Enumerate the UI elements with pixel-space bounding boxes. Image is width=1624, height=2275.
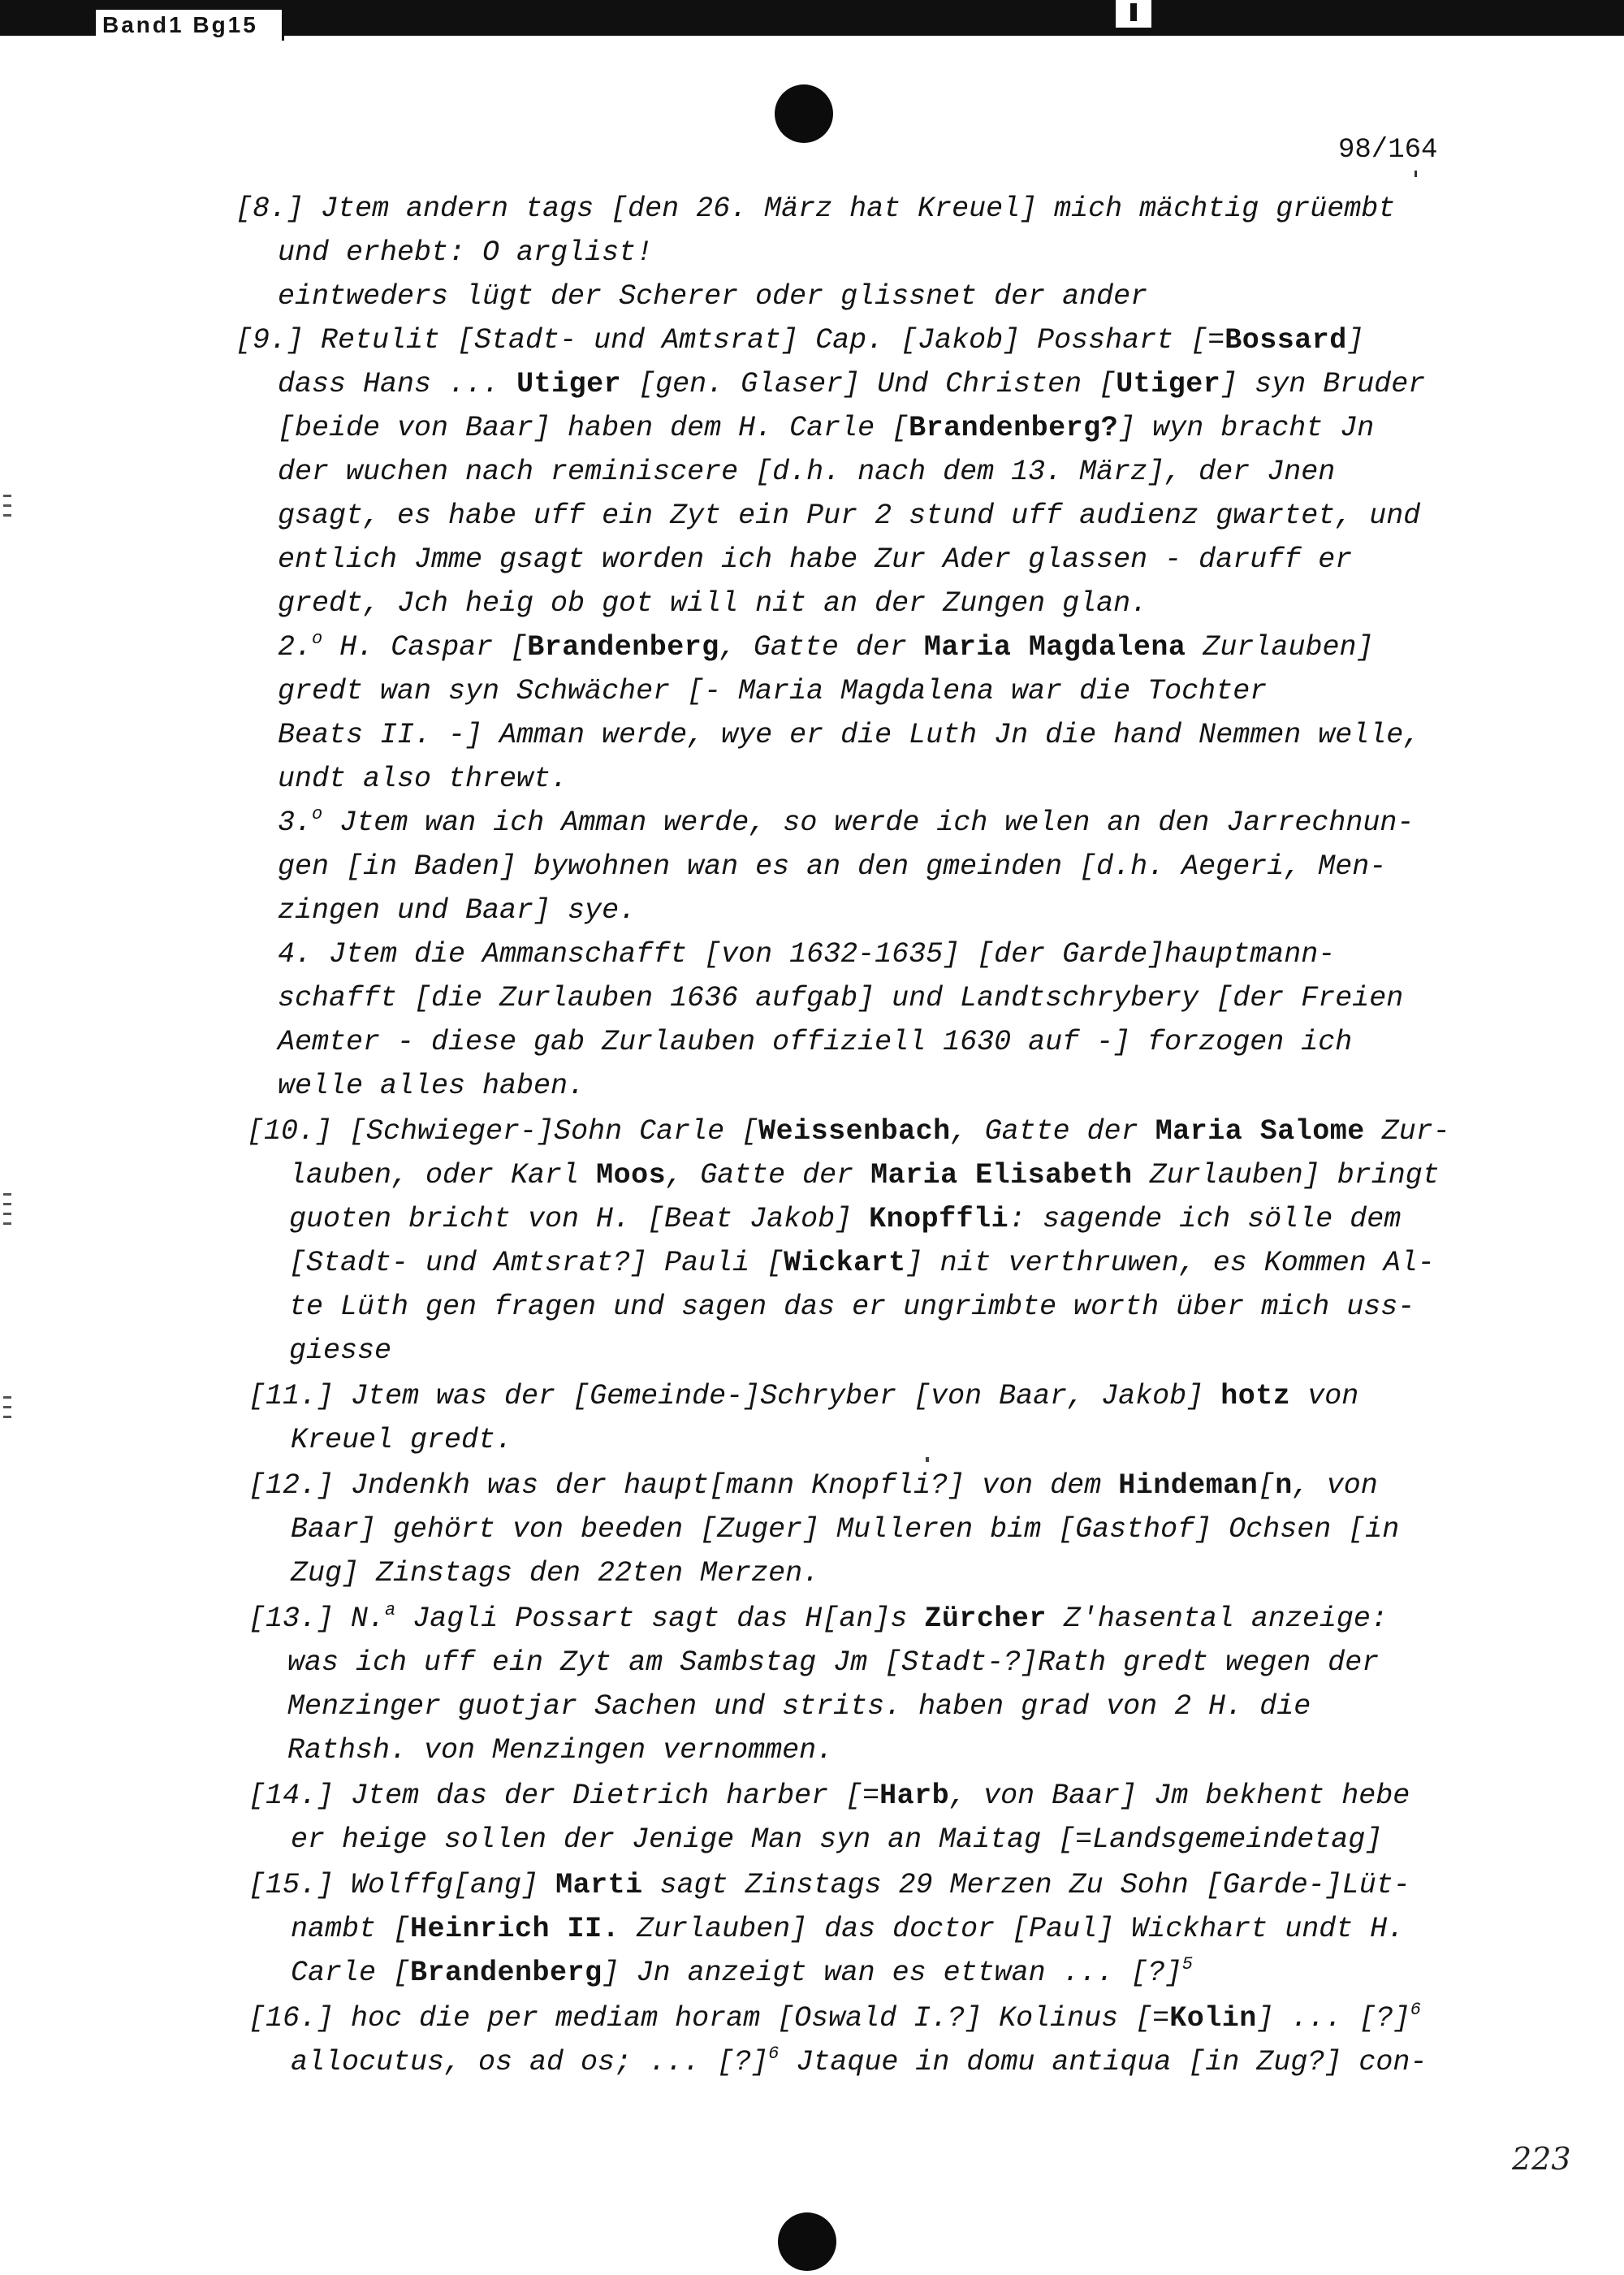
text-line: Kreuel gredt. xyxy=(291,1424,513,1456)
text-line: was ich uff ein Zyt am Sambstag Jm [Stadt-?]Rath gredt wegen der xyxy=(287,1646,1380,1679)
tab-label-text: Band1 Bg15 xyxy=(102,12,258,37)
text-line: zingen und Baar] sye. xyxy=(278,894,637,927)
scan-edge-marks xyxy=(0,487,15,524)
text-line: er heige sollen der Jenige Man syn an Maitag [=Landsgemeindetag] xyxy=(291,1823,1383,1856)
punch-hole-top xyxy=(775,84,833,143)
handwritten-number: 223 xyxy=(1512,2141,1571,2177)
text-line: Carle [Brandenberg] Jn anzeigt wan es ettwan ... [?]$^5$ xyxy=(291,1954,1193,1989)
text-line: lauben, oder Karl Moos, Gatte der Maria Elisabeth Zurlauben] bringt xyxy=(289,1159,1440,1192)
text-line: undt also threwt. xyxy=(278,763,568,795)
text-line: [14.] Jtem das der Dietrich harber [=Harb, von Baar] Jm bekhent hebe xyxy=(248,1780,1410,1812)
text-line: [8.] Jtem andern tags [den 26. März hat Kreuel] mich mächtig grüembt xyxy=(235,192,1396,225)
punch-hole-bottom xyxy=(778,2212,836,2271)
text-line: welle alles haben. xyxy=(278,1070,585,1102)
text-line: [9.] Retulit [Stadt- und Amtsrat] Cap. [Jakob] Posshart [=Bossard] xyxy=(235,324,1364,357)
text-line: eintweders lügt der Scherer oder glissnet der ander xyxy=(278,280,1148,313)
text-line: 4. Jtem die Ammanschafft [von 1632-1635] [der Garde]hauptmann- xyxy=(278,938,1336,971)
text-line: te Lüth gen fragen und sagen das er ungrimbte worth über mich uss- xyxy=(289,1291,1415,1323)
text-line: [Stadt- und Amtsrat?] Pauli [Wickart] nit verthruwen, es Kommen Al- xyxy=(289,1247,1435,1279)
text-line: [12.] Jndenkh was der haupt[mann Knopfli?] von dem Hindeman[n, von xyxy=(248,1469,1378,1502)
text-line: Beats II. -] Amman werde, wye er die Luth Jn die hand Nemmen welle, xyxy=(278,719,1421,751)
text-line: entlich Jmme gsagt worden ich habe Zur Ader glassen - daruff er xyxy=(278,543,1353,576)
text-line: [10.] [Schwieger-]Sohn Carle [Weissenbach, Gatte der Maria Salome Zur- xyxy=(247,1115,1450,1148)
text-line: und erhebt: O arglist! xyxy=(278,236,654,269)
text-line: gredt, Jch heig ob got will nit an der Zungen glan. xyxy=(278,587,1148,620)
text-line: [13.] N.$^a$ Jagli Possart sagt das H[an]s Zürcher Z'hasental anzeige: xyxy=(248,1600,1388,1635)
document-body xyxy=(235,187,1453,2084)
folder-tab-label xyxy=(96,10,284,41)
scan-edge-marks xyxy=(0,1186,15,1232)
text-line: dass Hans ... Utiger [gen. Glaser] Und Christen [Utiger] syn Bruder xyxy=(278,368,1426,400)
text-line: Menzinger guotjar Sachen und strits. haben grad von 2 H. die xyxy=(287,1690,1311,1723)
text-line: Aemter - diese gab Zurlauben offiziell 1630 auf -] forzogen ich xyxy=(278,1026,1353,1058)
text-line: schafft [die Zurlauben 1636 aufgab] und Landtschrybery [der Freien xyxy=(278,982,1404,1014)
text-line: 2.$^o$ H. Caspar [Brandenberg, Gatte der Maria Magdalena Zurlauben] xyxy=(278,629,1374,664)
text-line: [16.] hoc die per mediam horam [Oswald I.?] Kolinus [=Kolin] ... [?]$^6$ xyxy=(248,2000,1421,2035)
page-number: 98/164 xyxy=(1338,135,1438,166)
binder-notch xyxy=(1112,0,1155,31)
text-line: gen [in Baden] bywohnen wan es an den gmeinden [d.h. Aegeri, Men- xyxy=(278,850,1387,883)
text-line: Zug] Zinstags den 22ten Merzen. xyxy=(291,1557,820,1589)
text-line: gredt wan syn Schwächer [- Maria Magdalena war die Tochter xyxy=(278,675,1268,707)
text-line: [beide von Baar] haben dem H. Carle [Brandenberg?] wyn bracht Jn xyxy=(278,412,1375,444)
text-line: gsagt, es habe uff ein Zyt ein Pur 2 stund uff audienz gwartet, und xyxy=(278,500,1421,532)
text-line: 3.$^o$ Jtem wan ich Amman werde, so werde ich welen an den Jarrechnun- xyxy=(278,804,1415,839)
text-line: der wuchen nach reminiscere [d.h. nach dem 13. März], der Jnen xyxy=(278,456,1336,488)
text-line: Rathsh. von Menzingen vernommen. xyxy=(287,1734,834,1767)
scan-edge-marks xyxy=(0,1389,15,1425)
text-line: [15.] Wolffg[ang] Marti sagt Zinstags 29 Merzen Zu Sohn [Garde-]Lüt- xyxy=(248,1869,1410,1901)
text-line: nambt [Heinrich II. Zurlauben] das doctor [Paul] Wickhart undt H. xyxy=(291,1913,1405,1945)
pen-tick xyxy=(1415,171,1417,177)
text-line: allocutus, os ad os; ... [?]$^6$ Jtaque in domu antiqua [in Zug?] con- xyxy=(291,2044,1427,2078)
text-line: [11.] Jtem was der [Gemeinde-]Schryber [von Baar, Jakob] hotz von xyxy=(248,1380,1359,1412)
text-line: giesse xyxy=(289,1334,392,1367)
text-line: guoten bricht von H. [Beat Jakob] Knopffli: sagende ich sölle dem xyxy=(289,1203,1402,1235)
text-line: Baar] gehört von beeden [Zuger] Mulleren bim [Gasthof] Ochsen [in xyxy=(291,1513,1400,1546)
